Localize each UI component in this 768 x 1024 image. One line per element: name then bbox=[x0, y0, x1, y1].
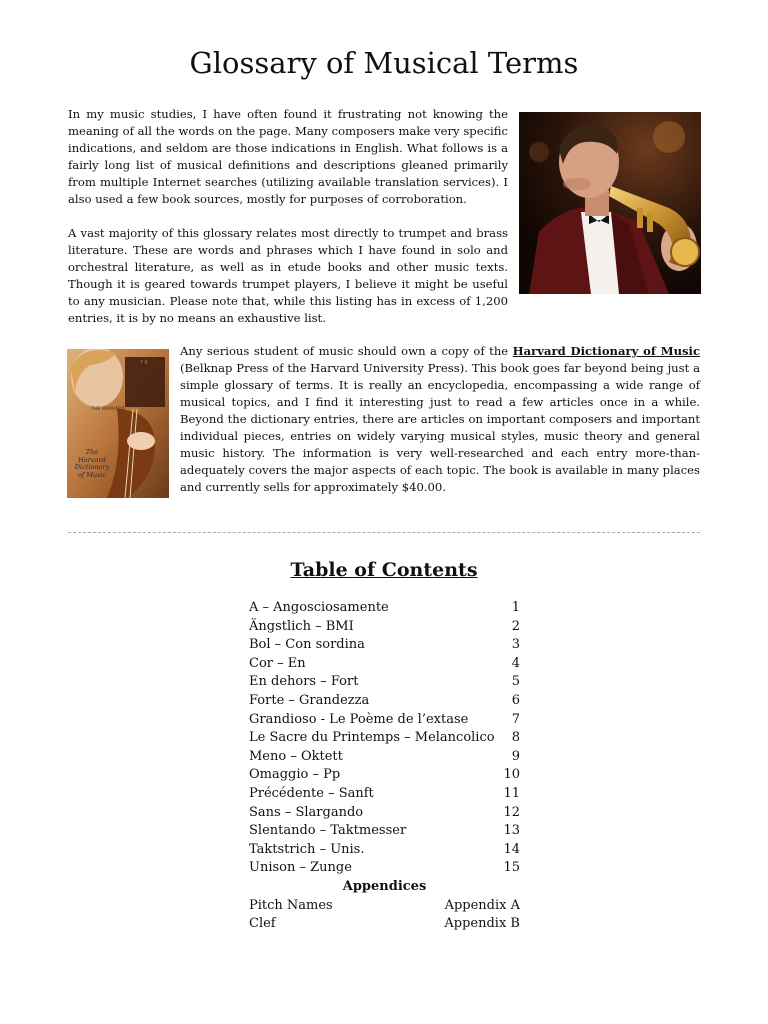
toc-entry-page: 6 bbox=[511, 692, 520, 708]
toc-entry[interactable] bbox=[249, 711, 520, 730]
toc-entry[interactable] bbox=[249, 636, 520, 655]
toc-entry-range: Forte – Grandezza bbox=[249, 692, 370, 708]
svg-text:♪ ♫: ♪ ♫ bbox=[140, 359, 148, 364]
toc-entry-page: 4 bbox=[511, 655, 520, 671]
toc-entry-range: Omaggio – Pp bbox=[249, 767, 341, 783]
toc-entry[interactable] bbox=[249, 673, 520, 692]
toc-entry-range: Le Sacre du Printemps – Melancolico bbox=[249, 730, 495, 746]
paragraph-text: Any serious student of music should own a copy of the bbox=[180, 344, 513, 358]
toc-entry-page: 7 bbox=[511, 711, 520, 727]
toc-entry[interactable] bbox=[249, 841, 520, 860]
toc-entry[interactable] bbox=[249, 692, 520, 711]
intro-paragraph: In my music studies, I have often found it frustrating not knowing the meaning of all the words on the page. Many composers make very specific indications, and seldom are those indications in English. What follows is a fairly long list of musical definitions and descriptions gleaned primarily from multiple Internet searches (utilizing available translation services). I also used a few book sources, mostly for purposes of corroboration. bbox=[68, 107, 508, 206]
toc-entry-range: Pitch Names bbox=[249, 897, 333, 913]
book-cover-title-line: The bbox=[85, 448, 99, 456]
toc-entry[interactable] bbox=[249, 729, 520, 748]
toc-entry-range: A – Angosciosamente bbox=[249, 600, 389, 615]
toc-entry-range: Ängstlich – BMI bbox=[249, 618, 354, 634]
toc-title: Table of Contents bbox=[290, 559, 478, 581]
table-of-contents bbox=[249, 599, 520, 934]
toc-entry-range: Grandioso - Le Poème de l’extase bbox=[249, 711, 469, 727]
toc-entry[interactable] bbox=[249, 822, 520, 841]
toc-entry-page: 12 bbox=[503, 804, 520, 820]
toc-entry-range: Slentando – Taktmesser bbox=[249, 823, 407, 839]
toc-entry-page: 10 bbox=[503, 767, 520, 783]
toc-entry-range: Sans – Slargando bbox=[249, 804, 364, 820]
toc-entry-page: 13 bbox=[503, 823, 520, 839]
toc-entry[interactable] bbox=[249, 804, 520, 823]
trumpet-player-photo bbox=[519, 112, 701, 294]
book-cover-title-line: of Music bbox=[77, 470, 107, 479]
toc-entry-page: 5 bbox=[511, 674, 520, 690]
section-divider bbox=[68, 532, 700, 533]
toc-entry-range: Précédente – Sanft bbox=[249, 785, 374, 801]
toc-entry-range: En dehors – Fort bbox=[249, 674, 359, 690]
paragraph-text: (Belknap Press of the Harvard University Press). This book goes far beyond being just a simple glossary of terms. It is really an encyclopedia, encompassing a wide range of musical topics, and I find it interesting just to read a few articles once in a while. Beyond the dictionary entries, there are articles on important composers and important individual pieces, entries on widely varying musical styles, music theory and general music history. The information is very well-researched and each entry more-than-adequately covers the major aspects of each topic. The book is available in many places and currently sells for approximately $40.00. bbox=[180, 361, 700, 494]
appendices-heading: Appendices bbox=[342, 878, 427, 894]
page-title: Glossary of Musical Terms bbox=[189, 46, 579, 80]
toc-entry-page: 15 bbox=[503, 860, 520, 876]
toc-entry[interactable] bbox=[249, 785, 520, 804]
glossary-scope-paragraph: A vast majority of this glossary relates most directly to trumpet and brass literature. These are words and phrases which I have found in solo and orchestral literature, as well as in etude books and other music texts. Though it is geared towards trumpet players, I believe it might be useful to any musician. Please note that, while this listing has in excess of 1,200 entries, it is by no means an exhaustive list. bbox=[68, 226, 508, 325]
harvard-dictionary-paragraph bbox=[180, 343, 700, 496]
harvard-dictionary-cover-image bbox=[67, 349, 169, 498]
toc-entry-page: 1 bbox=[511, 600, 520, 615]
toc-entry-page: Appendix A bbox=[444, 897, 520, 913]
toc-entry-page: 2 bbox=[511, 618, 520, 634]
toc-entry[interactable] bbox=[249, 748, 520, 767]
harvard-dictionary-link[interactable]: Harvard Dictionary of Music bbox=[512, 344, 701, 358]
toc-entry-range: Clef bbox=[249, 916, 276, 932]
toc-entry[interactable] bbox=[249, 599, 520, 618]
toc-entry-page: 9 bbox=[511, 748, 520, 764]
toc-entry-range: Meno – Oktett bbox=[249, 748, 343, 764]
book-cover-title bbox=[71, 449, 113, 479]
book-cover-title-line: Dictionary bbox=[74, 463, 110, 471]
toc-entry-range: Taktstrich – Unis. bbox=[249, 841, 365, 857]
toc-entry-page: 11 bbox=[503, 785, 520, 801]
toc-entry-page: 14 bbox=[503, 841, 520, 857]
toc-entry-range: Bol – Con sordina bbox=[249, 637, 365, 653]
toc-appendix-entry[interactable] bbox=[249, 915, 520, 934]
book-cover-title-line: Harvard bbox=[78, 455, 106, 464]
toc-entry-range: Cor – En bbox=[249, 655, 306, 671]
toc-appendix-entry[interactable] bbox=[249, 897, 520, 916]
toc-entry-range: Unison – Zunge bbox=[249, 860, 352, 876]
book-cover-top-text: THE HARVARD bbox=[91, 406, 126, 411]
toc-entry-page: Appendix B bbox=[444, 916, 520, 932]
toc-entry[interactable] bbox=[249, 766, 520, 785]
toc-entry[interactable] bbox=[249, 618, 520, 637]
toc-entry[interactable] bbox=[249, 655, 520, 674]
toc-entry[interactable] bbox=[249, 859, 520, 878]
toc-entry-page: 8 bbox=[511, 730, 520, 746]
toc-entry-page: 3 bbox=[511, 637, 520, 653]
